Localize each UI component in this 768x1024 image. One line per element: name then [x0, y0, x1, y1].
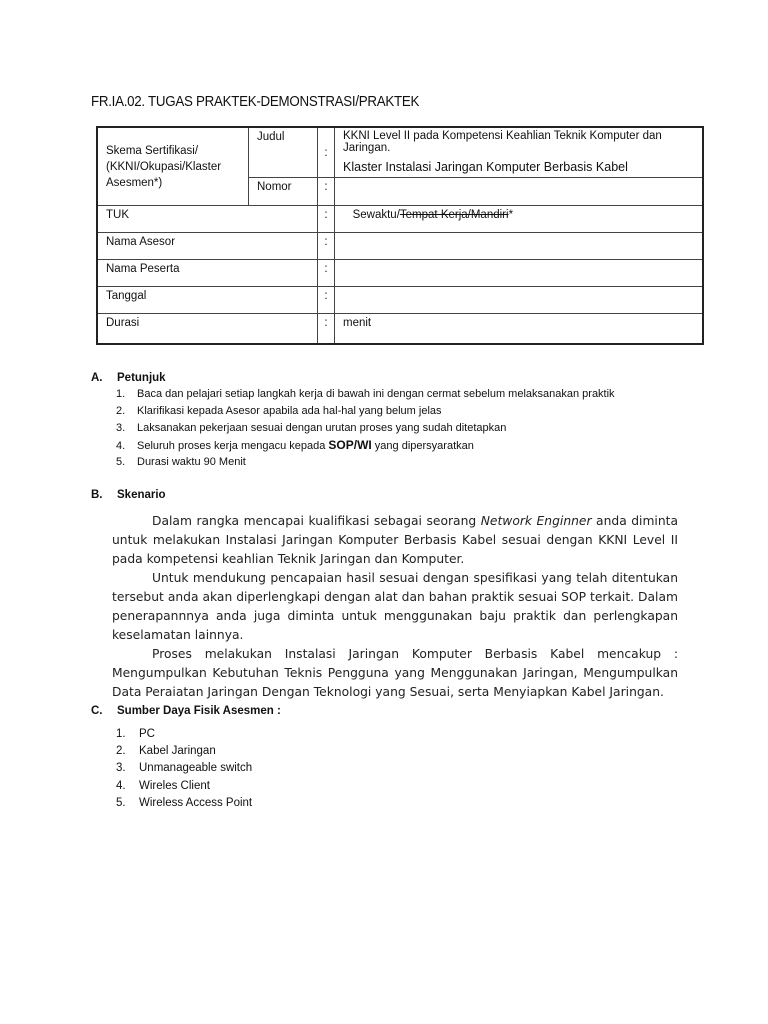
colon: : — [318, 127, 335, 178]
section-title: Skenario — [117, 489, 166, 501]
section-letter: C. — [91, 705, 103, 717]
colon: : — [318, 178, 335, 206]
assessment-info-table — [96, 126, 704, 345]
paragraph-italic: Network Enginner — [480, 514, 592, 528]
list-text: Baca dan pelajari setiap langkah kerja di bawah ini dengan cermat sebelum melaksanakan praktik — [137, 388, 615, 400]
document-title: FR.IA.02. TUGAS PRAKTEK-DEMONSTRASI/PRAKTEK — [91, 94, 420, 110]
list-item — [116, 386, 615, 403]
asesor-label: Nama Asesor — [97, 233, 318, 260]
list-number: 4. — [116, 779, 126, 792]
colon: : — [318, 206, 335, 233]
section-title: Petunjuk — [117, 372, 166, 384]
tuk-value-plain: Sewaktu/ — [352, 209, 400, 221]
list-number: 2. — [116, 405, 126, 417]
nomor-label: Nomor — [249, 178, 318, 206]
list-text: Klarifikasi kepada Asesor apabila ada hal-hal yang belum jelas — [137, 405, 442, 417]
list-item — [116, 437, 615, 454]
list-item — [116, 454, 615, 471]
asesor-value — [335, 233, 704, 260]
list-text: Laksanakan pekerjaan sesuai dengan urutan proses yang sudah ditetapkan — [137, 422, 507, 434]
nomor-value — [335, 178, 704, 206]
list-item — [116, 760, 252, 777]
list-number: 5. — [116, 796, 126, 809]
peserta-label: Nama Peserta — [97, 260, 318, 287]
list-item — [116, 795, 252, 812]
list-text: yang dipersyaratkan — [371, 440, 474, 452]
judul-label: Judul — [249, 127, 318, 178]
list-number: 3. — [116, 762, 126, 775]
skenario-paragraph: Untuk mendukung pencapaian hasil sesuai dengan spesifikasi yang telah ditentukan tersebut anda akan diperlengkapi dengan alat dan bahan praktik sesuai SOP terkait. Dalam penerapannnya anda juga diminta untuk menggunakan baju praktik dan perlengkapan keselamatan lainnya. — [112, 571, 678, 642]
skenario-paragraph: Proses melakukan Instalasi Jaringan Komputer Berbasis Kabel mencakup : Mengumpulkan Kebutuhan Teknis Pengguna yang Menggunakan Jaringan, Mengumpulkan Data Peraiatan Jaringan Dengan Teknologi yang Sesuai, serta Menyiapkan Kabel Jaringan. — [112, 647, 678, 699]
paragraph-text: anda diminta untuk melakukan Instalasi Jaringan Komputer Berbasis Kabel sesuai dengan KKNI Level II pada kompetensi keahlian Teknik Jaringan dan Komputer. — [112, 514, 679, 566]
list-text: Seluruh proses kerja mengacu kepada — [137, 440, 329, 452]
list-number: 5. — [116, 456, 126, 468]
skenario-paragraph — [112, 512, 678, 569]
list-text: Wireles Client — [139, 779, 210, 792]
list-number: 1. — [116, 388, 126, 400]
sop-wi-text: SOP/WI — [328, 438, 372, 452]
tuk-value-suffix: * — [508, 209, 514, 221]
list-text: PC — [139, 728, 155, 740]
list-item — [116, 403, 615, 420]
list-text: Durasi waktu 90 Menit — [137, 456, 246, 468]
section-c-heading — [91, 705, 281, 717]
list-item — [116, 420, 615, 437]
list-item — [116, 726, 252, 743]
paragraph-text: Dalam rangka mencapai kualifikasi sebagai seorang — [152, 514, 481, 528]
tanggal-label: Tanggal — [97, 287, 318, 314]
list-item — [116, 778, 252, 795]
skenario-text — [112, 512, 678, 702]
section-letter: B. — [91, 489, 103, 501]
list-text: Unmanageable switch — [139, 762, 253, 775]
colon: : — [318, 314, 335, 344]
colon: : — [318, 260, 335, 287]
section-b-heading — [91, 489, 166, 501]
list-item — [116, 743, 252, 760]
colon: : — [318, 287, 335, 314]
skema-label: Skema Sertifikasi/ (KKNI/Okupasi/Klaster Asesmen*) — [97, 127, 249, 206]
durasi-label: Durasi — [97, 314, 318, 344]
list-number: 3. — [116, 422, 126, 434]
judul-value — [335, 127, 704, 178]
colon: : — [318, 233, 335, 260]
judul-value-line1: KKNI Level II pada Kompetensi Keahlian Teknik Komputer dan Jaringan. — [343, 130, 662, 154]
judul-value-line2: Klaster Instalasi Jaringan Komputer Berbasis Kabel — [343, 160, 628, 174]
list-number: 2. — [116, 745, 126, 758]
list-text: Kabel Jaringan — [139, 745, 216, 758]
tanggal-value — [335, 287, 704, 314]
petunjuk-list — [116, 386, 615, 471]
section-letter: A. — [91, 372, 103, 384]
sumber-daya-list — [116, 726, 252, 812]
list-text: Wireless Access Point — [139, 796, 253, 809]
tuk-label: TUK — [97, 206, 318, 233]
peserta-value — [335, 260, 704, 287]
list-number: 4. — [116, 440, 126, 452]
durasi-value: menit — [335, 314, 704, 344]
section-a-heading — [91, 372, 166, 384]
tuk-value — [335, 206, 704, 233]
tuk-value-struck: Tempat Kerja/Mandiri — [399, 209, 509, 221]
section-title: Sumber Daya Fisik Asesmen : — [117, 705, 281, 717]
list-number: 1. — [116, 728, 126, 740]
